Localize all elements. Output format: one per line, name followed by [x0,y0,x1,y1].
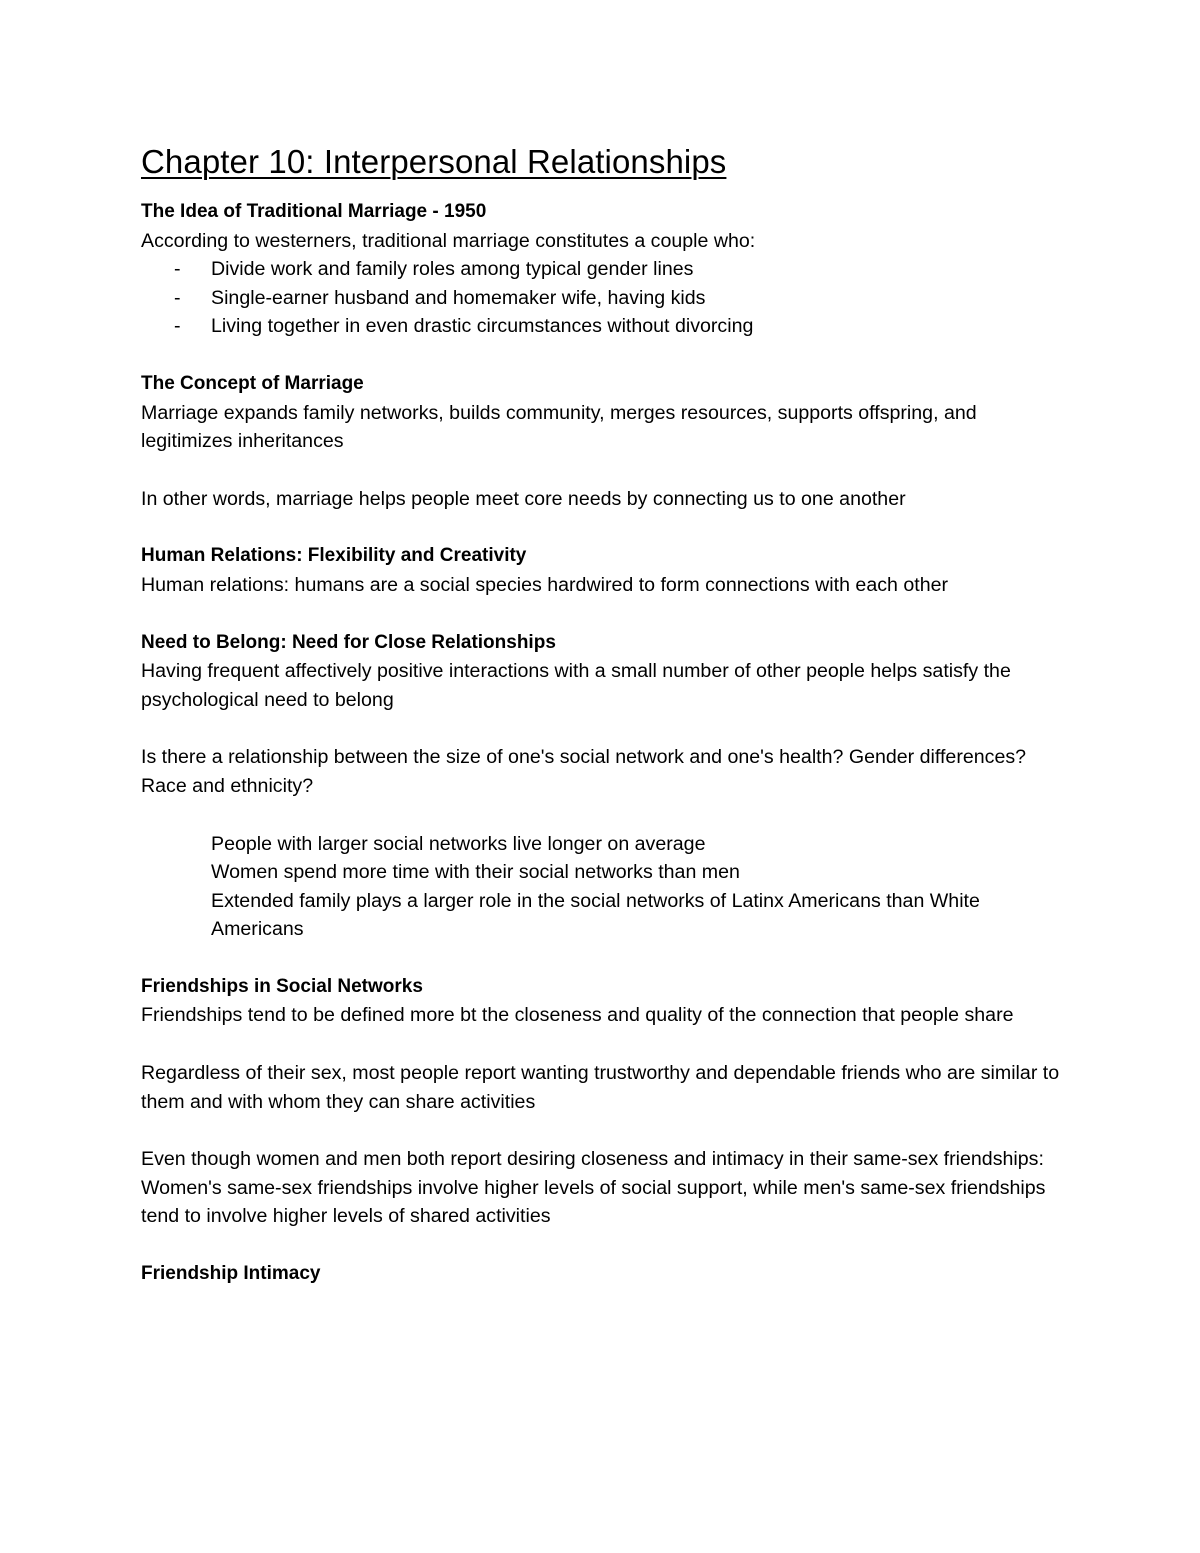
spacer [141,714,1071,743]
spacer [141,1030,1071,1059]
section-need-to-belong [141,629,1071,944]
dash-bullet: - [174,315,181,338]
indented-line: People with larger social networks live longer on average [211,832,706,855]
list-item [141,255,1071,284]
section-traditional-marriage [141,198,1071,341]
list-item-text: Living together in even drastic circumstances without divorcing [211,315,754,338]
paragraph: Having frequent affectively positive interactions with a small number of other people helps satisfy the psychological need to belong [141,660,1011,711]
list-item [141,284,1071,313]
paragraph: Marriage expands family networks, builds community, merges resources, supports offspring, and legitimizes inheritances [141,401,977,453]
dash-bullet: - [174,286,181,309]
section-heading: The Idea of Traditional Marriage - 1950 [141,201,487,222]
paragraph: Regardless of their sex, most people report wanting trustworthy and dependable friends who are similar to them and with whom they can share activities [141,1062,1060,1113]
indented-line: Extended family plays a larger role in the social networks of Latinx Americans than White Americans [211,889,980,941]
list-item [141,312,1071,341]
dash-list [141,255,1071,341]
section-human-relations [141,542,1071,599]
spacer [141,341,1071,370]
paragraph: Is there a relationship between the size of one's social network and one's health? Gender differences? Race and ethnicity? [141,746,1027,797]
paragraph: Even though women and men both report desiring closeness and intimacy in their same-sex friendships: Women's same-sex friendships involve higher levels of social support, while men's same-sex friendships tend to involve higher levels of shared activities [141,1148,1046,1228]
document-page [141,140,1071,1289]
section-heading: Need to Belong: Need for Close Relationships [141,631,556,653]
indented-line: Women spend more time with their social networks than men [211,861,740,884]
spacer [141,801,1071,830]
spacer [141,456,1071,485]
section-heading: Friendships in Social Networks [141,975,423,997]
paragraph: Friendships tend to be defined more bt the closeness and quality of the connection that people share [141,1004,1014,1027]
paragraph: Human relations: humans are a social species hardwired to form connections with each other [141,573,949,596]
list-item-text: Divide work and family roles among typical gender lines [211,258,694,281]
section-friendships-in-social-networks [141,973,1071,1231]
spacer [141,600,1071,629]
spacer [141,944,1071,973]
section-friendship-intimacy [141,1260,1071,1289]
section-intro: According to westerners, traditional marriage constitutes a couple who: [141,229,756,252]
section-heading: The Concept of Marriage [141,372,364,394]
page-title: Chapter 10: Interpersonal Relationships [141,143,727,180]
spacer [141,513,1071,542]
spacer [141,1116,1071,1145]
paragraph: In other words, marriage helps people meet core needs by connecting us to one another [141,487,906,510]
list-item-text: Single-earner husband and homemaker wife, having kids [211,286,706,309]
section-concept-of-marriage [141,370,1071,513]
spacer [141,1231,1071,1260]
section-heading: Human Relations: Flexibility and Creativity [141,545,527,567]
section-heading: Friendship Intimacy [141,1263,321,1285]
dash-bullet: - [174,258,181,281]
